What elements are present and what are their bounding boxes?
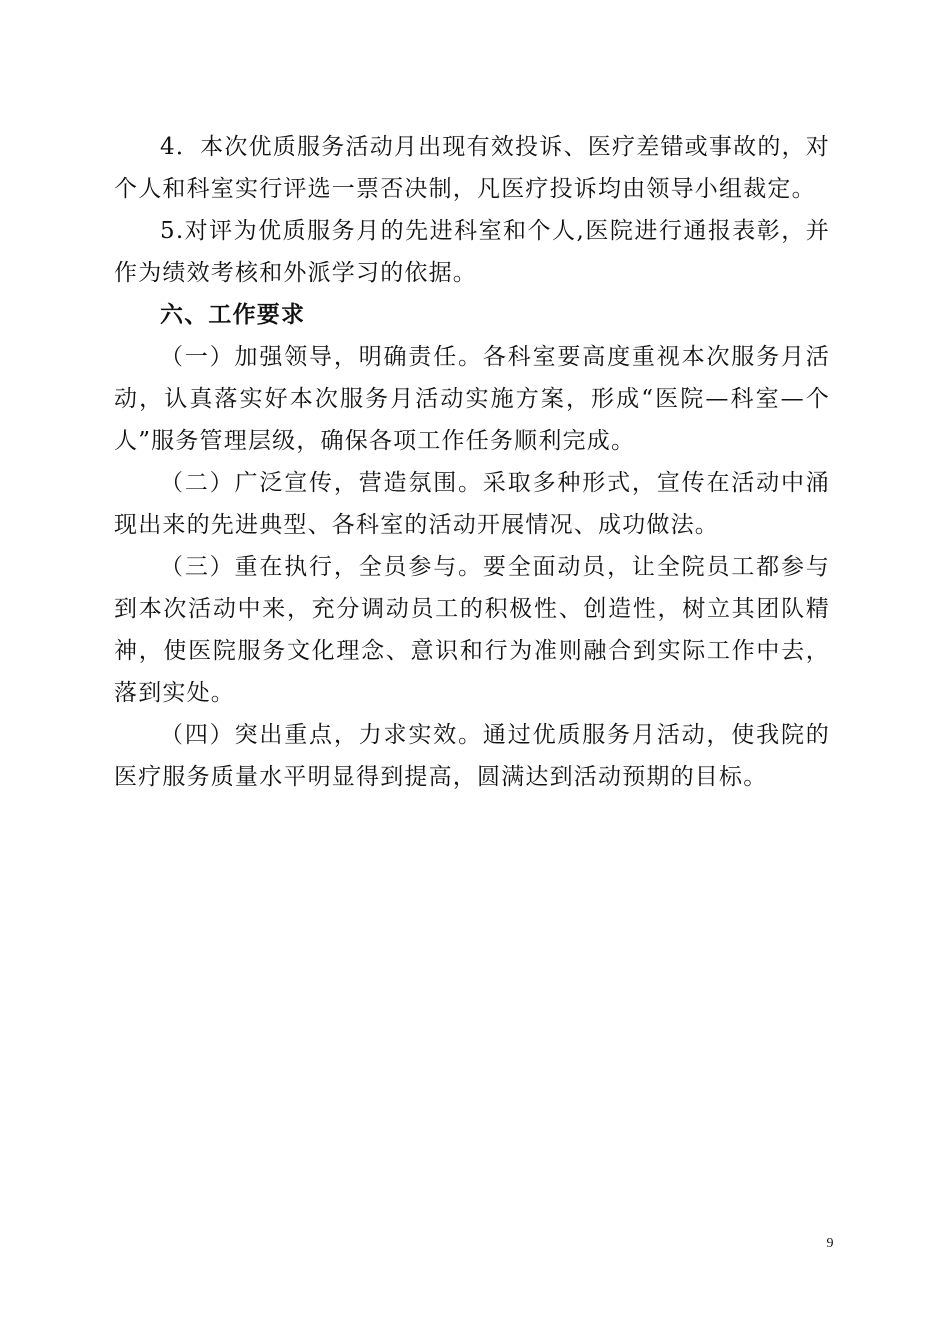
paragraph-item-4: 4．本次优质服务活动月出现有效投诉、医疗差错或事故的，对个人和科室实行评选一票否决制，凡医疗投诉均由领导小组裁定。 bbox=[114, 134, 830, 202]
paragraph-item-5: 5.对评为优质服务月的先进科室和个人,医院进行通报表彰，并作为绩效考核和外派学习的依据。 bbox=[114, 218, 830, 286]
document-body bbox=[114, 126, 830, 798]
section-heading-work-requirements: 六、工作要求 bbox=[160, 302, 306, 328]
paragraph-requirement-2: （二）广泛宣传，营造氛围。采取多种形式，宣传在活动中涌现出来的先进典型、各科室的活动开展情况、成功做法。 bbox=[114, 470, 830, 538]
page-number: 9 bbox=[826, 1236, 834, 1251]
paragraph-requirement-1: （一）加强领导，明确责任。各科室要高度重视本次服务月活动，认真落实好本次服务月活动实施方案，形成“医院—科室—个人”服务管理层级，确保各项工作任务顺利完成。 bbox=[114, 344, 830, 454]
paragraph-requirement-3: （三）重在执行，全员参与。要全面动员，让全院员工都参与到本次活动中来，充分调动员工的积极性、创造性，树立其团队精神，使医院服务文化理念、意识和行为准则融合到实际工作中去，落到实处。 bbox=[114, 554, 830, 706]
paragraph-requirement-4: （四）突出重点，力求实效。通过优质服务月活动，使我院的医疗服务质量水平明显得到提高，圆满达到活动预期的目标。 bbox=[114, 722, 830, 790]
